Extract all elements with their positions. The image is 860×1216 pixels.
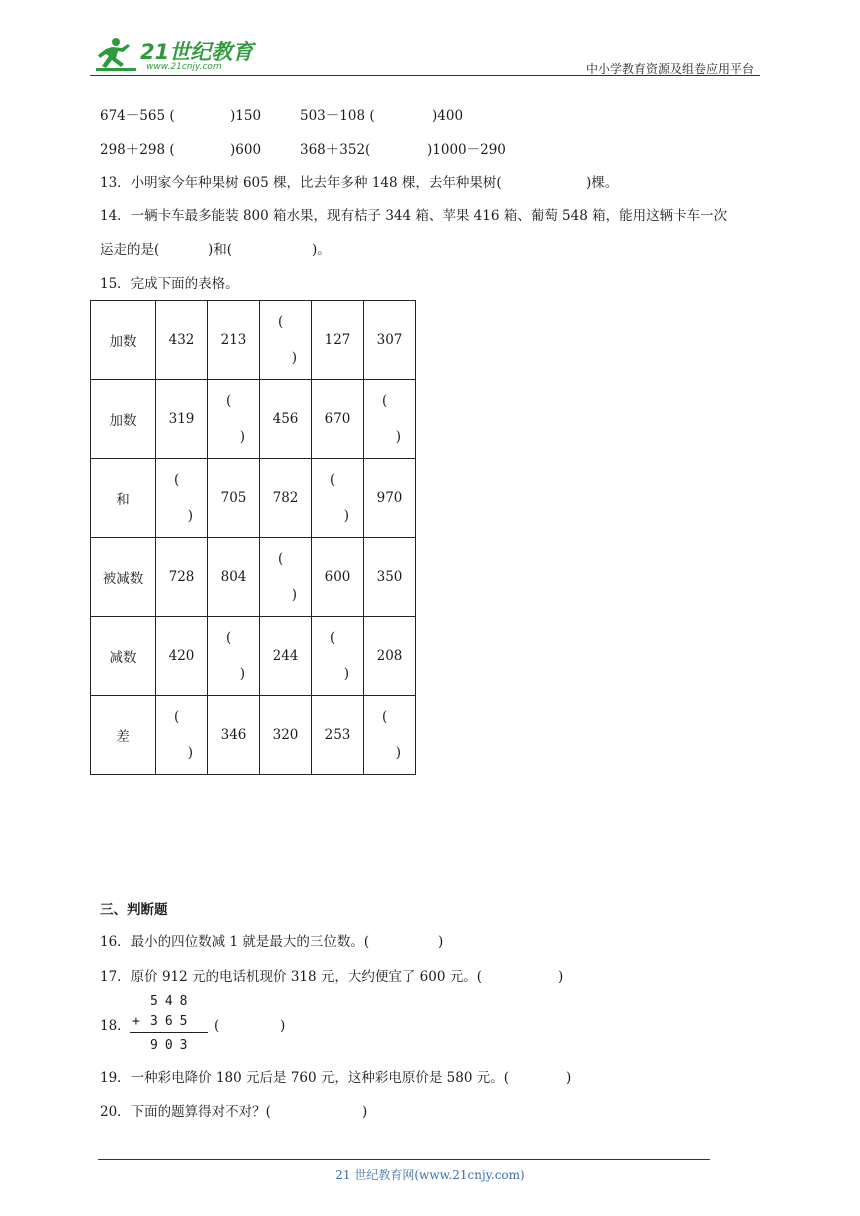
logo-title: 21世纪教育 xyxy=(140,40,254,64)
table-cell: 307 xyxy=(364,301,416,380)
blank-open-paren: ( xyxy=(382,709,388,725)
blank-open-paren: ( xyxy=(278,314,284,330)
table-cell: 804 xyxy=(208,538,260,617)
question-13-text: 13．小明家今年种果树 605 棵，比去年多种 148 棵，去年种果树( xyxy=(100,175,502,191)
table-cell: 970 xyxy=(364,459,416,538)
table-row xyxy=(91,380,416,459)
blank-open-paren: ( xyxy=(174,472,180,488)
blank-close-paren: ) xyxy=(291,350,297,366)
sum-result: 903 xyxy=(150,1038,195,1053)
addend-2: 365 xyxy=(150,1014,195,1029)
table-cell: 600 xyxy=(312,538,364,617)
blank-cell xyxy=(312,459,364,538)
blank-open-paren: ( xyxy=(226,393,232,409)
blank-open-paren: ( xyxy=(330,472,336,488)
compare-left-close: )600 xyxy=(230,142,262,158)
table-row xyxy=(91,696,416,775)
blank-cell xyxy=(364,696,416,775)
table-cell: 320 xyxy=(260,696,312,775)
row-label: 减数 xyxy=(91,617,156,696)
blank-close-paren: ) xyxy=(187,745,193,761)
table-cell: 432 xyxy=(156,301,208,380)
blank-cell xyxy=(156,459,208,538)
table-cell: 319 xyxy=(156,380,208,459)
footer-link[interactable]: 21 世纪教育网(www.21cnjy.com) xyxy=(335,1168,525,1182)
blank-close-paren: ) xyxy=(187,508,193,524)
question-20-close: ) xyxy=(362,1104,368,1120)
blank-close-paren: ) xyxy=(395,429,401,445)
blank-close-paren: ) xyxy=(239,429,245,445)
blank-open-paren: ( xyxy=(278,551,284,567)
page-header xyxy=(90,30,760,80)
table-cell: 350 xyxy=(364,538,416,617)
table-cell: 213 xyxy=(208,301,260,380)
question-16-text: 16．最小的四位数减 1 就是最大的三位数。( xyxy=(100,934,370,950)
question-16-close: ) xyxy=(438,934,444,950)
compare-left: 674－565 ( xyxy=(100,108,175,124)
blank-close-paren: ) xyxy=(291,587,297,603)
compare-right-close: )400 xyxy=(432,108,464,124)
sum-line xyxy=(130,1032,208,1033)
question-18-number: 18． xyxy=(100,1018,131,1034)
table-cell: 670 xyxy=(312,380,364,459)
plus-sign: + xyxy=(132,1014,147,1029)
blank-cell xyxy=(364,380,416,459)
table-cell: 728 xyxy=(156,538,208,617)
question-20-text: 20．下面的题算得对不对？( xyxy=(100,1104,271,1120)
question-14-mid: )和( xyxy=(208,242,233,258)
logo-url: www.21cnjy.com xyxy=(146,62,222,72)
blank-close-paren: ) xyxy=(239,666,245,682)
compare-right: 503－108 ( xyxy=(300,108,375,124)
blank-cell xyxy=(260,538,312,617)
blank-close-paren: ) xyxy=(343,508,349,524)
question-18-close: ) xyxy=(280,1018,286,1034)
fill-table xyxy=(90,300,416,775)
compare-right: 368＋352( xyxy=(300,142,371,158)
blank-open-paren: ( xyxy=(226,630,232,646)
section-title: 三、判断题 xyxy=(100,902,168,918)
table-cell: 127 xyxy=(312,301,364,380)
row-label: 加数 xyxy=(91,380,156,459)
compare-right-close: )1000－290 xyxy=(427,142,506,158)
table-row xyxy=(91,459,416,538)
compare-left-close: )150 xyxy=(230,108,262,124)
row-label: 和 xyxy=(91,459,156,538)
question-13-close: )棵。 xyxy=(586,175,619,191)
blank-cell xyxy=(156,696,208,775)
question-18-open: ( xyxy=(214,1018,220,1034)
blank-cell xyxy=(312,617,364,696)
blank-cell xyxy=(208,617,260,696)
question-19-close: ) xyxy=(566,1070,572,1086)
table-cell: 705 xyxy=(208,459,260,538)
row-label: 加数 xyxy=(91,301,156,380)
question-14-end: )。 xyxy=(312,242,331,258)
table-row xyxy=(91,301,416,380)
blank-open-paren: ( xyxy=(174,709,180,725)
addend-1: 548 xyxy=(150,994,195,1009)
blank-close-paren: ) xyxy=(395,745,401,761)
question-14-line-1: 14．一辆卡车最多能装 800 箱水果，现有桔子 344 箱、苹果 416 箱、葡萄 548 箱，能用这辆卡车一次 xyxy=(100,208,728,224)
blank-close-paren: ) xyxy=(343,666,349,682)
question-14-start: 运走的是( xyxy=(100,242,160,258)
table-cell: 253 xyxy=(312,696,364,775)
footer-divider xyxy=(98,1159,710,1160)
blank-open-paren: ( xyxy=(382,393,388,409)
row-label: 差 xyxy=(91,696,156,775)
row-label: 被减数 xyxy=(91,538,156,617)
question-17-close: ) xyxy=(558,969,564,985)
table-cell: 456 xyxy=(260,380,312,459)
table-cell: 244 xyxy=(260,617,312,696)
question-19-text: 19．一种彩电降价 180 元后是 760 元，这种彩电原价是 580 元。( xyxy=(100,1070,509,1086)
table-cell: 208 xyxy=(364,617,416,696)
table-cell: 782 xyxy=(260,459,312,538)
table-cell: 420 xyxy=(156,617,208,696)
table-row xyxy=(91,538,416,617)
question-17-text: 17．原价 912 元的电话机现价 318 元，大约便宜了 600 元。( xyxy=(100,969,482,985)
blank-cell xyxy=(260,301,312,380)
site-logo xyxy=(94,34,264,80)
header-divider xyxy=(90,75,760,76)
question-15: 15．完成下面的表格。 xyxy=(100,276,239,292)
blank-open-paren: ( xyxy=(330,630,336,646)
vertical-addition xyxy=(130,994,210,1058)
compare-left: 298＋298 ( xyxy=(100,142,175,158)
blank-cell xyxy=(208,380,260,459)
table-row xyxy=(91,617,416,696)
platform-name: 中小学教育资源及组卷应用平台 xyxy=(585,62,754,76)
table-cell: 346 xyxy=(208,696,260,775)
